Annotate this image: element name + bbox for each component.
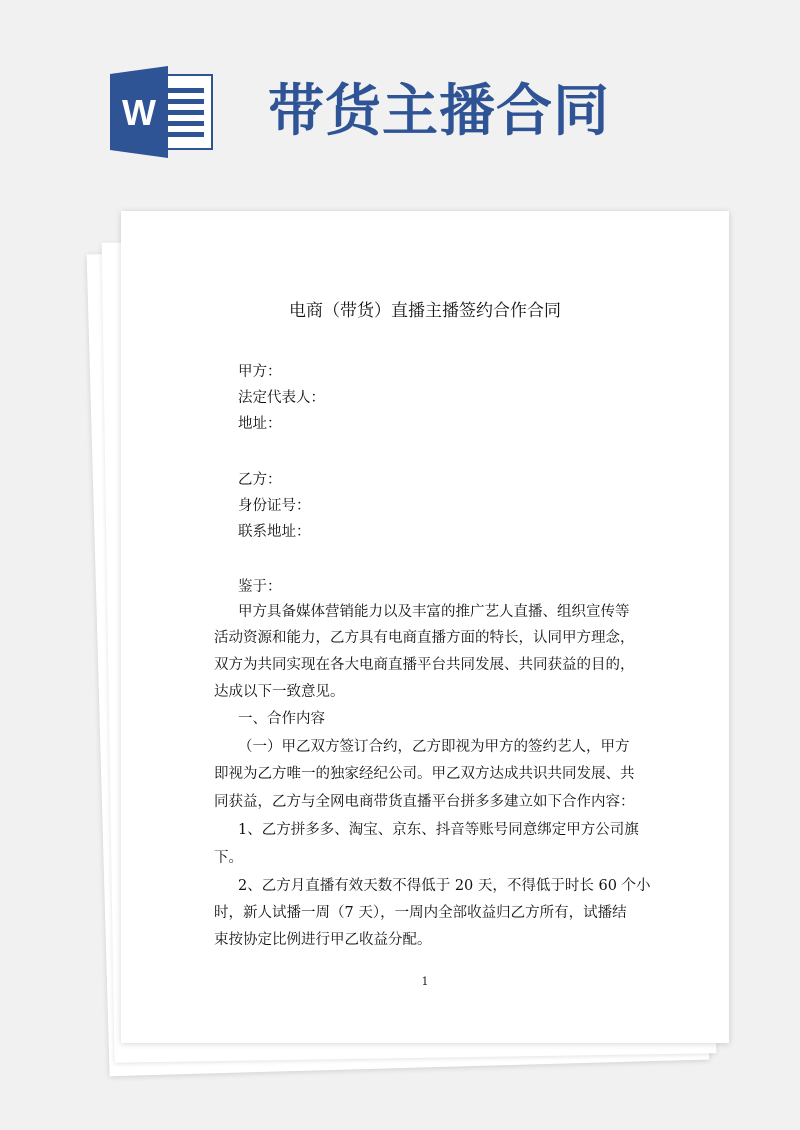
paragraph-line: 达成以下一致意见。 — [214, 684, 345, 700]
paragraph-line: （一）甲乙双方签订合约，乙方即视为甲方的签约艺人，甲方 — [238, 739, 630, 755]
whereas-label: 鉴于： — [238, 579, 282, 595]
paragraph-line: 时，新人试播一周（7 天），一周内全部收益归乙方所有，试播结 — [214, 905, 627, 921]
paragraph-line: 同获益，乙方与全网电商带货直播平台拼多多建立如下合作内容： — [214, 794, 635, 810]
page-title: 带货主播合同 — [268, 79, 610, 144]
party-a-field: 甲方： — [238, 364, 282, 380]
document-title: 电商（带货）直播主播签约合作合同 — [289, 301, 561, 321]
document-page — [121, 211, 729, 1043]
paragraph-line: 1、乙方拼多多、淘宝、京东、抖音等账号同意绑定甲方公司旗 — [238, 822, 639, 838]
svg-text:W: W — [122, 92, 156, 133]
paragraph-line: 双方为共同实现在各大电商直播平台共同发展、共同获益的目的， — [214, 657, 635, 673]
id-number-field: 身份证号： — [238, 498, 311, 514]
contact-address-field: 联系地址： — [238, 524, 311, 540]
legal-representative-field: 法定代表人： — [238, 390, 325, 406]
paragraph-line: 甲方具备媒体营销能力以及丰富的推广艺人直播、组织宣传等 — [238, 604, 630, 620]
paragraph-line: 活动资源和能力，乙方具有电商直播方面的特长，认同甲方理念， — [214, 630, 635, 646]
paragraph-line: 即视为乙方唯一的独家经纪公司。甲乙双方达成共识共同发展、共 — [214, 766, 635, 782]
party-b-field: 乙方： — [238, 472, 282, 488]
paragraph-line: 2、乙方月直播有效天数不得低于 20 天，不得低于时长 60 个小 — [238, 878, 651, 894]
section-heading: 一、合作内容 — [238, 711, 325, 727]
paragraph-line: 束按协定比例进行甲乙收益分配。 — [214, 932, 432, 948]
word-document-icon — [110, 66, 214, 158]
party-a-address-field: 地址： — [238, 416, 282, 432]
page-number: 1 — [421, 975, 429, 988]
paragraph-line: 下。 — [214, 850, 243, 866]
